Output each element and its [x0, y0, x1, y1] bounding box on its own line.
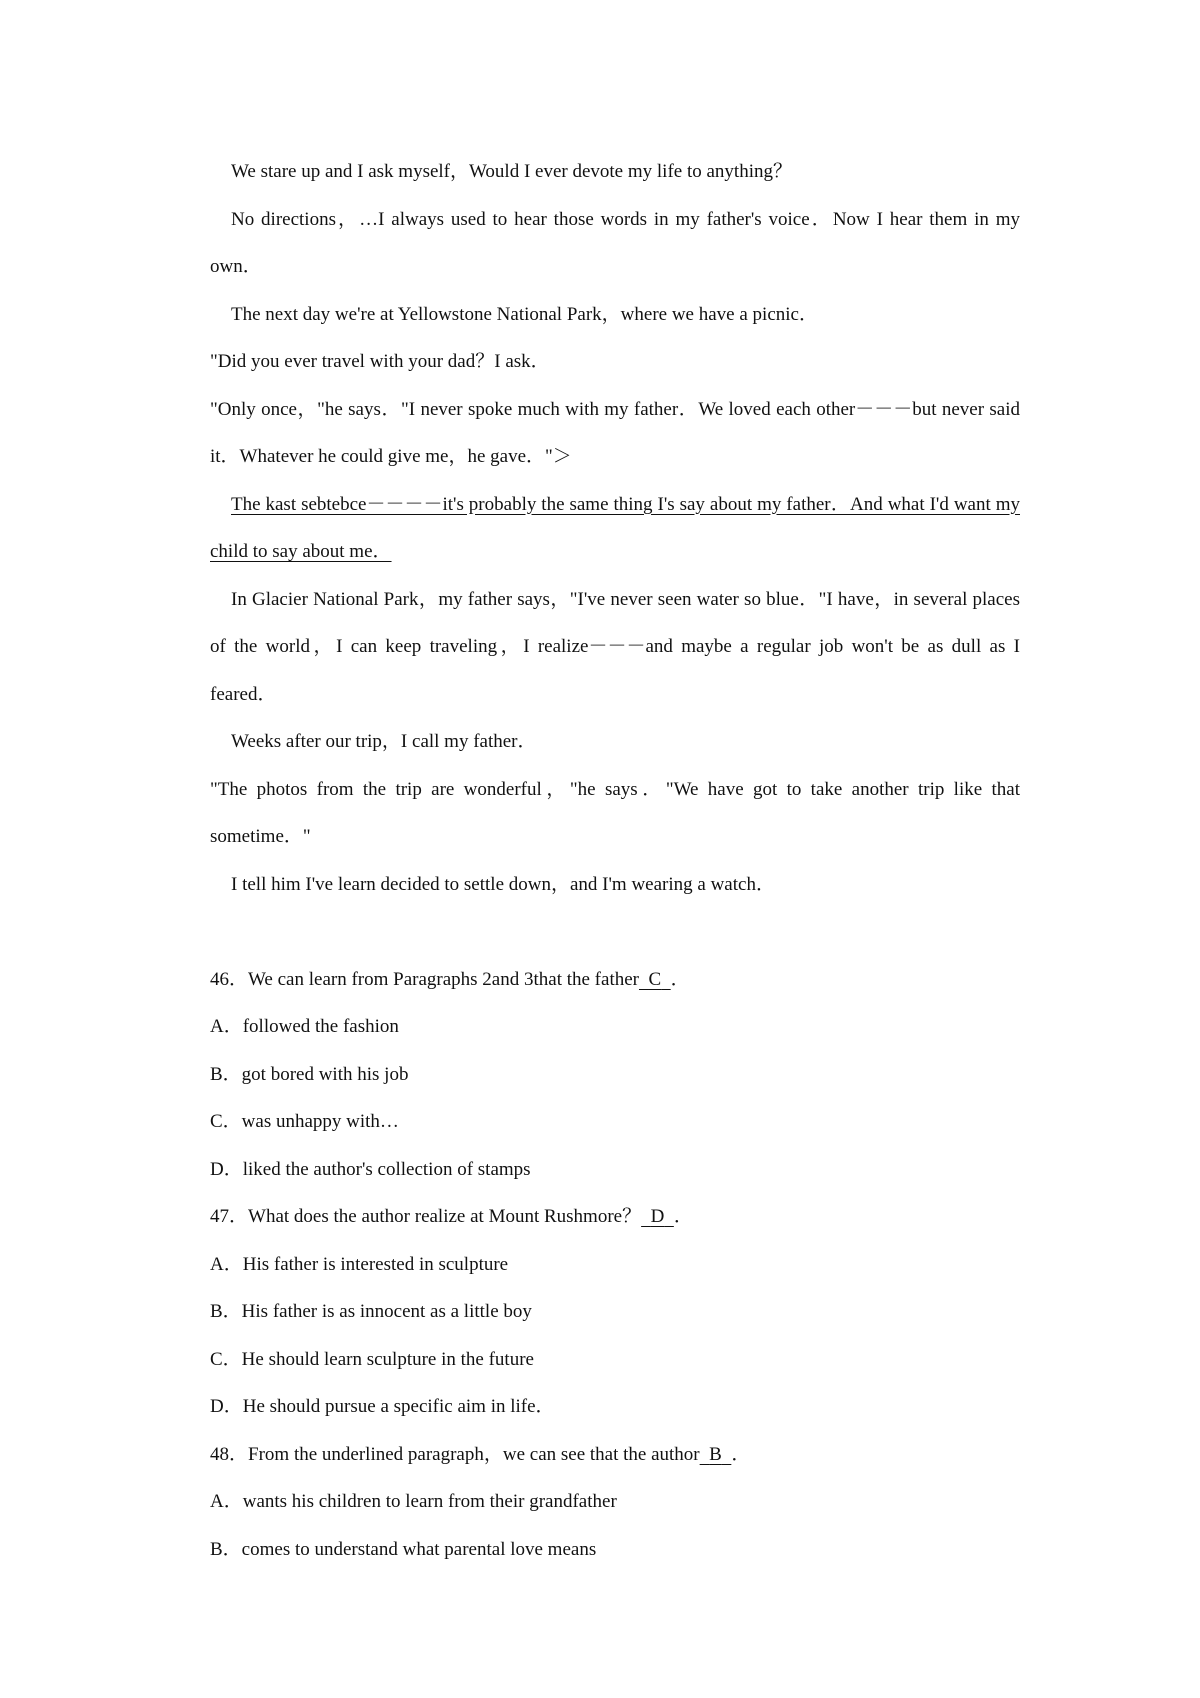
option-a: A．followed the fashion — [210, 1016, 399, 1037]
answer-blank — [639, 956, 671, 1004]
paragraph-2: No directions，…I always used to hear those words in my father's voice．Now I hear them in my own． — [210, 208, 1020, 277]
option-a: A．wants his children to learn from their grandfather — [210, 1491, 617, 1512]
question-stem — [210, 956, 1020, 1004]
question-number: 48． — [210, 1443, 249, 1465]
paragraph-7: In Glacier National Park，my father says，"I've never seen water so blue．"I have，in several places of the world，I can keep traveling，I realize－－－and maybe a regular job won't be as dull as I feared． — [210, 588, 1020, 705]
page-content — [210, 148, 1020, 1573]
option-b: B．got bored with his job — [210, 1063, 409, 1085]
question-47 — [210, 1193, 1020, 1431]
question-48 — [210, 1431, 1020, 1574]
question-stem — [210, 1431, 1020, 1479]
paragraph-5: "Only once，"he says．"I never spoke much with my father．We loved each other－－－but never said it．Whatever he could give me，he gave．"＞ — [210, 398, 1020, 467]
question-stem — [210, 1193, 1020, 1241]
spacer — [210, 908, 1020, 956]
passage — [210, 148, 1020, 908]
answer-blank — [641, 1193, 674, 1241]
question-end: ． — [670, 968, 690, 990]
option-b: B．His father is as innocent as a little boy — [210, 1301, 532, 1322]
option-d: D．He should pursue a specific aim in life． — [210, 1396, 555, 1417]
question-text: We can learn from Paragraphs 2and 3that the father — [248, 968, 639, 990]
option-a: A．His father is interested in sculpture — [210, 1253, 509, 1275]
question-46 — [210, 956, 1020, 1194]
question-number: 47． — [210, 1206, 249, 1227]
answer-letter: D — [650, 1206, 665, 1227]
paragraph-8: Weeks after our trip，I call my father． — [231, 731, 537, 752]
answer-letter: B — [709, 1443, 722, 1465]
paragraph-4: "Did you ever travel with your dad？I ask． — [210, 351, 550, 372]
underlined-paragraph-text: The kast sebtebce－－－－it's probably the same thing I's say about my father．And what I'd want my child to say about me． — [210, 493, 1020, 562]
question-number: 46． — [210, 968, 249, 990]
question-end: ． — [731, 1443, 751, 1465]
answer-letter: C — [648, 968, 662, 990]
underlined-paragraph — [210, 481, 1020, 576]
paragraph-3: The next day we're at Yellowstone National Park，where we have a picnic． — [231, 303, 818, 325]
question-text: What does the author realize at Mount Rushmore？ — [248, 1206, 642, 1227]
question-text: From the underlined paragraph，we can see that the author — [248, 1443, 700, 1465]
option-d: D．liked the author's collection of stamps — [210, 1158, 531, 1180]
option-c: C．He should learn sculpture in the future — [210, 1348, 534, 1370]
question-end: ． — [673, 1206, 693, 1227]
option-b: B．comes to understand what parental love means — [210, 1538, 597, 1560]
paragraph-1: We stare up and I ask myself，Would I ever devote my life to anything？ — [231, 161, 792, 182]
paragraph-9: "The photos from the trip are wonderful，"he says．"We have got to take another trip like that sometime．" — [210, 778, 1020, 847]
paragraph-10: I tell him I've learn decided to settle down，and I'm wearing a watch． — [231, 873, 775, 895]
answer-blank — [700, 1431, 732, 1479]
option-c: C．was unhappy with… — [210, 1111, 399, 1132]
